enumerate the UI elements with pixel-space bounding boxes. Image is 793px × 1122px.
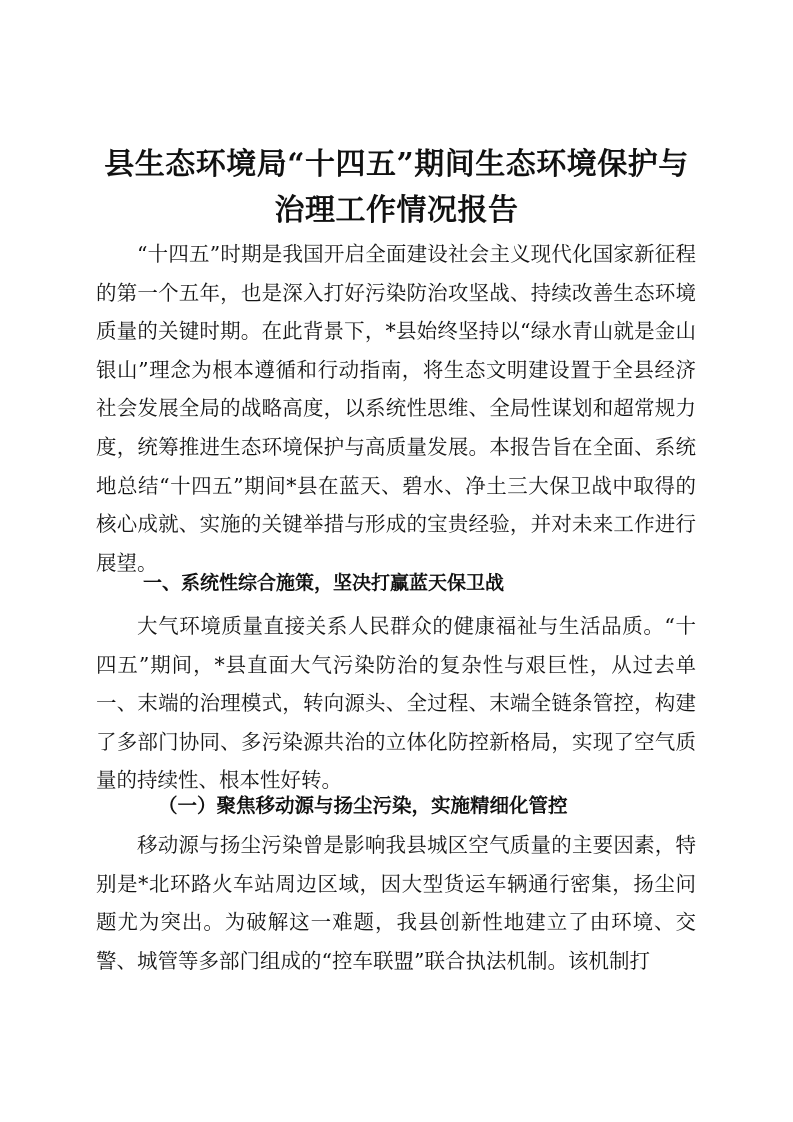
subsection-heading-mobile-source: （一）聚焦移动源与扬尘污染，实施精细化管控 xyxy=(158,794,568,817)
section-heading-blue-sky: 一、系统性综合施策，坚决打赢蓝天保卫战 xyxy=(143,572,505,594)
intro-paragraph: “十四五”时期是我国开启全面建设社会主义现代化国家新征程的第一个五年，也是深入打好污染防治攻坚战、持续改善生态环境质量的关键时期。在此背景下，*县始终坚持以“绿水青山就是金山银山”理念为根本遵循和行动指南，将生态文明建设置于全县经济社会发展全局的战略高度，以系统性思维、全局性谋划和超常规力度，统筹推进生态环境保护与高质量发展。本报告旨在全面、系统地总结“十四五”期间*县在蓝天、碧水、净土三大保卫战中取得的核心成就、实施的关键举措与形成的宝贵经验，并对未来工作进行展望。 xyxy=(96,242,696,575)
document-title-line-1: 县生态环境局“十四五”期间生态环境保护与 xyxy=(104,147,689,182)
document-title-line-2: 治理工作情况报告 xyxy=(274,193,519,228)
subsection-1-paragraph: 移动源与扬尘污染曾是影响我县城区空气质量的主要因素，特别是*北环路火车站周边区域，因大型货运车辆通行密集，扬尘问题尤为突出。为破解这一难题，我县创新性地建立了由环境、交警、城管等多部门组成的“控车联盟”联合执法机制。该机制打 xyxy=(96,833,696,973)
section-1-paragraph: 大气环境质量直接关系人民群众的健康福祉与生活品质。“十四五”期间，*县直面大气污染防治的复杂性与艰巨性，从过去单一、末端的治理模式，转向源头、全过程、末端全链条管控，构建了多部门协同、多污染源共治的立体化防控新格局，实现了空气质量的持续性、根本性好转。 xyxy=(96,614,696,793)
